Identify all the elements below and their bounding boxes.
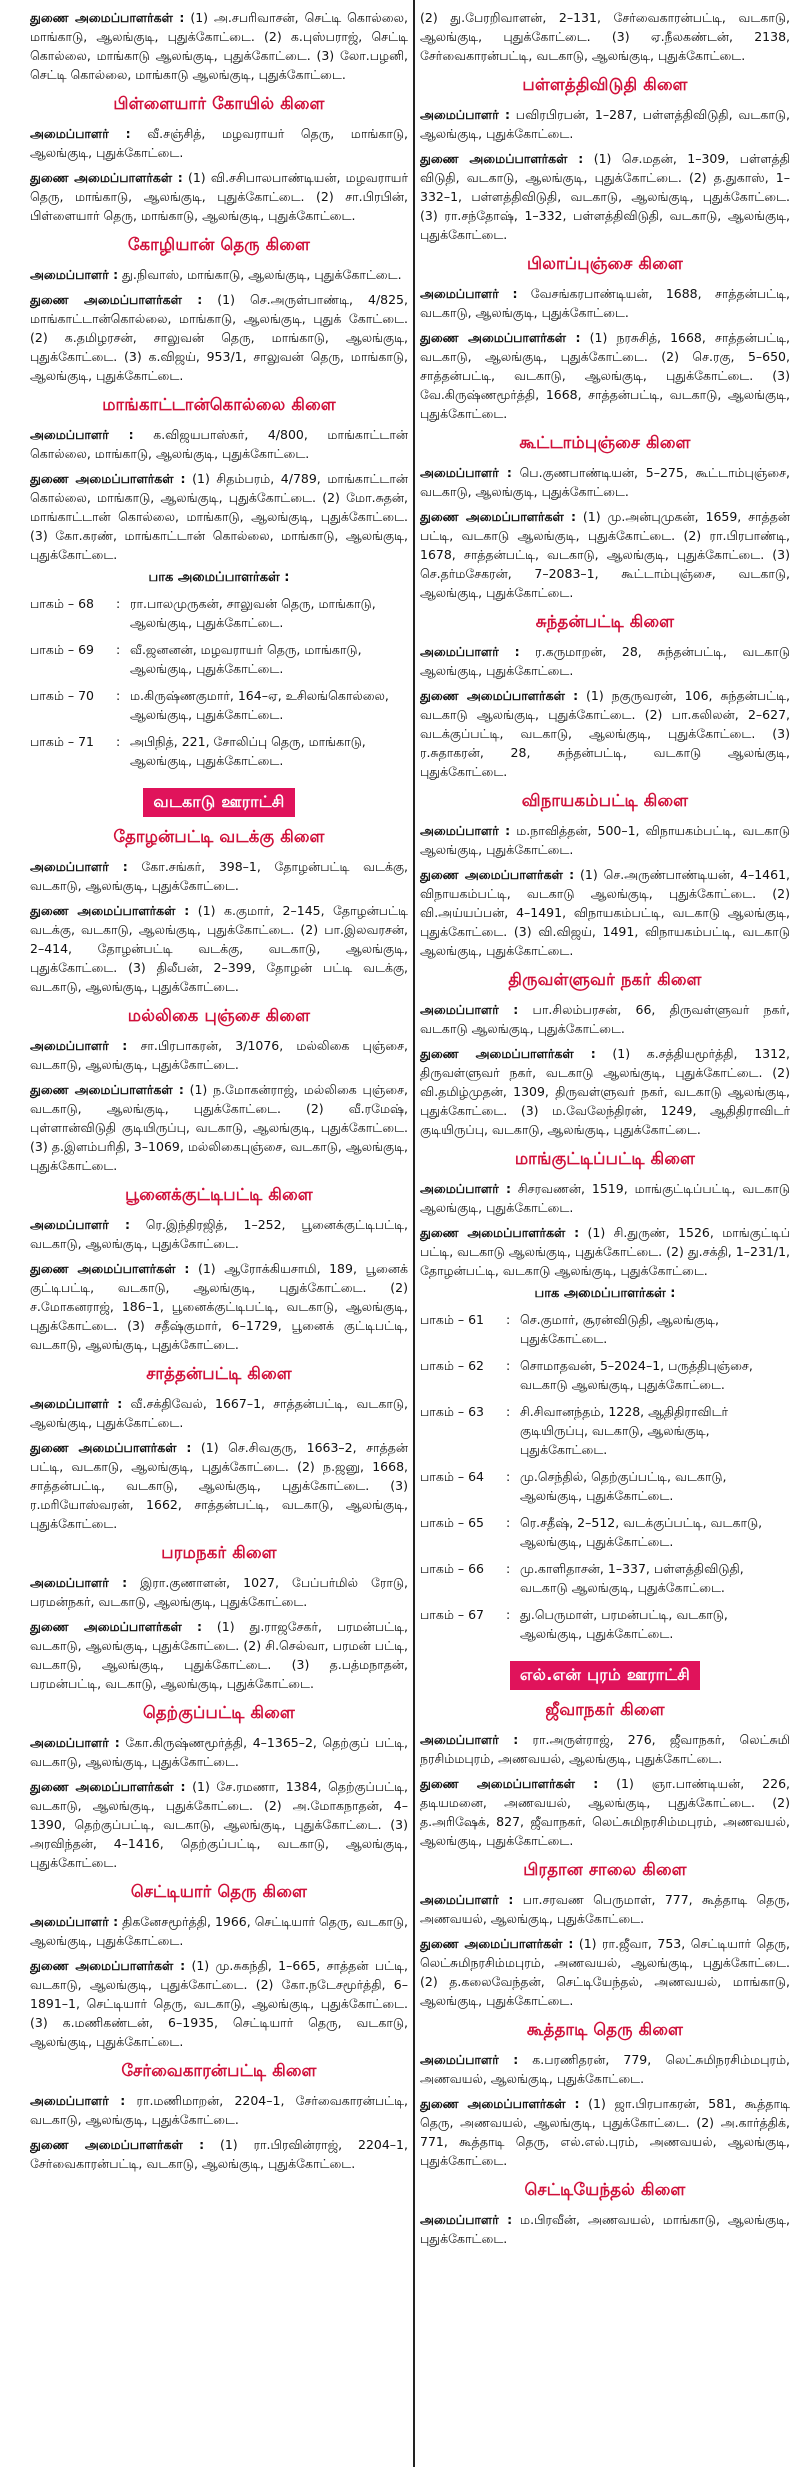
booth-row [420,1310,790,1348]
booth-number: பாகம் – 61 [420,1312,484,1327]
member-details: ரெ.இந்திரஜித், 1–252, பூனைக்குட்டிபட்டி, வடகாடு, ஆலங்குடி, புதுக்கோட்டை. [30,1217,408,1251]
role-label: அமைப்பாளர் : [30,1575,128,1590]
member-entry [420,1044,790,1139]
member-entry [30,1912,408,1950]
role-label: அமைப்பாளர் : [420,644,520,659]
booth-organizer: து.பெருமாள், பரமன்பட்டி, வடகாடு, ஆலங்குடி, புதுக்கோட்டை. [520,1607,728,1641]
member-details: சிசரவணன், 1519, மாங்குட்டிப்பட்டி, வடகாடு ஆலங்குடி, புதுக்கோட்டை. [420,1181,790,1215]
member-entry [420,821,790,859]
member-details: (1) ஆரோக்கியசாமி, 189, பூனைக் குட்டிபட்டி, வடகாடு, ஆலங்குடி, புதுக்கோட்டை. (2) ச.மோகனராஜ், 186–1, பூனைக்குட்டிபட்டி, வடகாடு, ஆலங்குடி, புதுக்கோட்டை. (3) சதீஷ்குமார், 6–1729, பூனைக் குட்டிபட்டி, வடகாடு, ஆலங்குடி, புதுக்கோட்டை. [30,1261,408,1352]
branch-title: கூத்தாடி தெரு கிளை [526,2020,684,2039]
member-details: வீ.சக்திவேல், 1667–1, சாத்தன்பட்டி, வடகாடு, ஆலங்குடி, புதுக்கோட்டை. [30,1396,408,1430]
role-label: அமைப்பாளர் : [420,107,510,122]
member-details: சா.பிரபாகரன், 3/1076, மல்லிகை புஞ்சை, வடகாடு, ஆலங்குடி, புதுக்கோட்டை. [30,1038,408,1072]
booth-organizer: ரா.பாலமுருகன், சாலுவன் தெரு, மாங்காடு, ஆலங்குடி, புதுக்கோட்டை. [130,596,376,630]
member-entry [420,1000,790,1038]
role-label: துணை அமைப்பாளர்கள் : [420,1776,599,1791]
booth-number: பாகம் – 65 [420,1515,484,1530]
member-entry [30,1617,408,1693]
branch-title: சேர்வைகாரன்பட்டி கிளை [121,2061,317,2080]
left-column [30,8,408,2459]
booth-row [420,1559,790,1597]
booth-number: பாகம் – 64 [420,1469,484,1484]
role-label: துணை அமைப்பாளர்கள் : [420,1046,596,1061]
member-details: கோ.கிருஷ்ணமூர்த்தி, 4–1365–2, தெற்குப் பட்டி, வடகாடு, ஆலங்குடி, புதுக்கோட்டை. [30,1735,408,1769]
booth-row [420,1356,790,1394]
member-entry [30,425,408,463]
member-entry [420,686,790,781]
member-entry [30,124,408,162]
member-details: கோ.சங்கர், 398–1, தோழன்பட்டி வடக்கு, வடகாடு, ஆலங்குடி, புதுக்கோட்டை. [30,859,408,893]
booth-row [420,1605,790,1643]
role-label: துணை அமைப்பாளர்கள் : [420,151,584,166]
role-label: அமைப்பாளர் : [30,1735,120,1750]
booth-separator: : [506,1515,511,1530]
role-label: துணை அமைப்பாளர்கள் : [420,688,579,703]
booth-separator: : [116,642,121,657]
branch-title: பிள்ளையார் கோயில் கிளை [113,94,325,113]
booth-list [30,594,408,770]
member-details: (1) ரா.ஜீவா, 753, செட்டியார் தெரு, லெட்சுமிநரசிம்மபுரம், அணவயல், ஆலங்குடி, புதுக்கோட்டை. (2) த.கலைவேந்தன், செட்டியேந்தல், அணவயல், மாங்காடு, ஆலங்குடி, புதுக்கோட்டை. [420,1936,790,2008]
booth-organizer: சொமாதவன், 5–2024–1, பருத்திபுஞ்சை, வடகாடு ஆலங்குடி, புதுக்கோட்டை. [520,1358,753,1392]
branch-title: மல்லிகை புஞ்சை கிளை [127,1006,311,1025]
role-label: துணை அமைப்பாளர்கள் : [30,1958,186,1973]
role-label: துணை அமைப்பாளர்கள் : [30,2137,205,2152]
role-label: அமைப்பாளர் : [30,126,131,141]
role-label: துணை அமைப்பாளர்கள் : [420,1225,580,1240]
role-label: அமைப்பாளர் : [420,1892,514,1907]
member-details: (1) செ.மதன், 1–309, பள்ளத்தி விடுதி, வடகாடு, ஆலங்குடி, புதுக்கோட்டை. (2) த.துகாஸ், 1–332–1, பள்ளத்திவிடுதி, வடகாடு, ஆலங்குடி, புதுக்கோட்டை. (3) ரா.சந்தோஷ், 1–332, பள்ளத்திவிடுதி, வடகாடு, ஆலங்குடி, புதுக்கோட்டை. [420,151,790,242]
booth-organizer: வீ.ஜனனன், மழவராயர் தெரு, மாங்காடு, ஆலங்குடி, புதுக்கோட்டை. [130,642,362,676]
booth-row [420,1467,790,1505]
member-details: (1) மு.அன்புமுகன், 1659, சாத்தன் பட்டி, வடகாடு ஆலங்குடி, புதுக்கோட்டை. (2) ரா.பிரபாண்டி, 1678, சாத்தன்பட்டி, வடகாடு, ஆலங்குடி, புதுக்கோட்டை. (3) செ.தர்மசேகரன், 7–2083–1, கூட்டாம்புஞ்சை, வடகாடு, ஆலங்குடி, புதுக்கோட்டை. [420,509,790,600]
booth-row [30,686,408,724]
member-entry [30,901,408,996]
role-label: துணை அமைப்பாளர்கள் : [420,330,581,345]
member-entry [420,2210,790,2248]
role-label: அமைப்பாளர் : [30,2093,126,2108]
role-label: துணை அமைப்பாளர்கள் : [30,10,185,25]
booth-separator: : [506,1469,511,1484]
member-entry [30,1259,408,1354]
member-entry [420,1934,790,2010]
booth-number: பாகம் – 69 [30,642,94,657]
branch-title: பிலாப்புஞ்சை கிளை [527,254,683,273]
role-label: அமைப்பாளர் : [420,286,518,301]
booth-row [30,594,408,632]
member-entry [420,1179,790,1217]
member-details: (1) சி.துருண், 1526, மாங்குட்டிப் பட்டி, வடகாடு ஆலங்குடி, புதுக்கோட்டை. (2) து.சக்தி, 1–231/1, தோழன்பட்டி, வடகாடு ஆலங்குடி, புதுக்கோட்டை. [420,1225,790,1278]
branch-title: கூட்டாம்புஞ்சை கிளை [519,433,691,452]
member-entry [30,1394,408,1432]
member-details: வேசங்கரபாண்டியன், 1688, சாத்தன்பட்டி, வடகாடு, ஆலங்குடி, புதுக்கோட்டை. [420,286,790,320]
booth-row [30,640,408,678]
panchayat-badge [420,1661,790,1690]
booth-number: பாகம் – 63 [420,1404,484,1419]
role-label: அமைப்பாளர் : [30,1396,123,1411]
branch-title: தோழன்பட்டி வடக்கு கிளை [113,827,325,846]
role-label: அமைப்பாளர் : [30,1038,128,1053]
member-details: (1) ஜா.பிரபாகரன், 581, கூத்தாடி தெரு, அணவயல், ஆலங்குடி, புதுக்கோட்டை. (2) அ.கார்த்திக், 771, கூத்தாடி தெரு, எல்.எல்.புரம், அணவயல், ஆலங்குடி, புதுக்கோட்டை. [420,2096,790,2168]
booth-number: பாகம் – 71 [30,734,94,749]
role-label: துணை அமைப்பாளர்கள் : [420,867,575,882]
role-label: அமைப்பாளர் : [420,1181,511,1196]
column-divider [413,0,415,2467]
role-label: அமைப்பாளர் : [420,2052,519,2067]
role-label: துணை அமைப்பாளர்கள் : [30,170,183,185]
panchayat-badge-label: எல்.என் புரம் ஊராட்சி [510,1661,700,1690]
branch-title: பிரதான சாலை கிளை [523,1860,687,1879]
branch-title: மாங்குட்டிப்பட்டி கிளை [514,1149,696,1168]
role-label: துணை அமைப்பாளர்கள் : [30,1619,203,1634]
role-label: துணை அமைப்பாளர்கள் : [30,1082,184,1097]
member-details: (1) க.குமார், 2–145, தோழன்பட்டி வடக்கு, வடகாடு, ஆலங்குடி, புதுக்கோட்டை. (2) பா.இலவரசன், 2–414, தோழன்பட்டி வடக்கு, வடகாடு, ஆலங்குடி, புதுக்கோட்டை. (3) திலீபன், 2–399, தோழன் பட்டி வடக்கு, வடகாடு, ஆலங்குடி, புதுக்கோட்டை. [30,903,408,994]
role-label: துணை அமைப்பாளர்கள் : [30,1779,186,1794]
role-label: துணை அமைப்பாளர்கள் : [420,1936,574,1951]
member-entry [30,1956,408,2051]
member-details: திகனேசமூர்த்தி, 1966, செட்டியார் தெரு, வடகாடு, ஆலங்குடி, புதுக்கோட்டை. [30,1914,408,1948]
member-details: (1) செ.அருண்பாண்டியன், 4–1461, விநாயகம்பட்டி, வடகாடு ஆலங்குடி, புதுக்கோட்டை. (2) வி.அய்யப்பன், 4–1491, விநாயகம்பட்டி, வடகாடு ஆலங்குடி, புதுக்கோட்டை. (3) வி.விஜய், 1491, விநாயகம்பட்டி, வடகாடு ஆலங்குடி, புதுக்கோட்டை. [420,867,790,958]
role-label: அமைப்பாளர் : [420,1732,519,1747]
member-details: (1) செ.சிவகுரு, 1663–2, சாத்தன் பட்டி, வடகாடு, ஆலங்குடி, புதுக்கோட்டை. (2) ந.ஜனு, 1668, சாத்தன்பட்டி, வடகாடு, ஆலங்குடி, புதுக்கோட்டை. (3) ர.மரியோஸ்வரன், 1662, சாத்தன்பட்டி, வடகாடு, ஆலங்குடி, புதுக்கோட்டை. [30,1440,408,1531]
booth-row [420,1402,790,1459]
booth-organizer: செ.குமார், சூரன்விடுதி, ஆலங்குடி, புதுக்கோட்டை. [520,1312,719,1346]
member-details: (1) சிதம்பரம், 4/789, மாங்காட்டான் கொல்லை, மாங்காடு, ஆலங்குடி, புதுக்கோட்டை. (2) மோ.சுதன், மாங்காட்டான் கொல்லை, மாங்காடு, ஆலங்குடி, புதுக்கோட்டை. (3) கோ.கரண், மாங்காட்டான் கொல்லை, மாங்காடு, ஆலங்குடி, புதுக்கோட்டை. [30,471,408,562]
booth-row [30,732,408,770]
member-entry [420,1730,790,1768]
member-details: க.பரணிதரன், 779, லெட்சுமிநரசிம்மபுரம், அணவயல், ஆலங்குடி, புதுக்கோட்டை. [420,2052,790,2086]
member-details: பா.சரவண பெருமாள், 777, கூத்தாடி தெரு, அணவயல், ஆலங்குடி, புதுக்கோட்டை. [420,1892,790,1926]
member-entry [30,290,408,385]
member-details: (1) வி.சசிபாலபாண்டியன், மழவராயர் தெரு, மாங்காடு, ஆலங்குடி, புதுக்கோட்டை. (2) சா.பிரபின், பிள்ளையார் தெரு, மாங்காடு, ஆலங்குடி, புதுக்கோட்டை. [30,170,408,223]
role-label: அமைப்பாளர் : [30,427,134,442]
panchayat-badge-label: வடகாடு ஊராட்சி [143,788,294,817]
branch-title: ஜீவாநகர் கிளை [545,1700,665,1719]
member-details: (1) க.சத்தியமூர்த்தி, 1312, திருவள்ளுவர் நகர், வடகாடு ஆலங்குடி, புதுக்கோட்டை. (2) வி.தமிழ்முதன், 1309, திருவள்ளுவர் நகர், வடகாடு ஆலங்குடி, புதுக்கோட்டை. (3) ம.வேலேந்திரன், 1249, ஆதிதிராவிடர் குடியிருப்பு, வடகாடு, ஆலங்குடி, புதுக்கோட்டை. [420,1046,790,1137]
booth-number: பாகம் – 70 [30,688,94,703]
member-details: ர.கருமாறன், 28, சுந்தன்பட்டி, வடகாடு ஆலங்குடி, புதுக்கோட்டை. [420,644,790,678]
member-details: (1) சே.ரமணா, 1384, தெற்குப்பட்டி, வடகாடு, ஆலங்குடி, புதுக்கோட்டை. (2) அ.மோகநாதன், 4–1390, தெற்குப்பட்டி, வடகாடு, ஆலங்குடி, புதுக்கோட்டை. (3) அரவிந்தன், 4–1416, தெற்குப்பட்டி, வடகாடு, ஆலங்குடி, புதுக்கோட்டை. [30,1779,408,1870]
member-details: ம.பிரவீன், அணவயல், மாங்காடு, ஆலங்குடி, புதுக்கோட்டை. [420,2212,790,2246]
booth-organizer: ரெ.சதீஷ், 2–512, வடக்குப்பட்டி, வடகாடு, ஆலங்குடி, புதுக்கோட்டை. [520,1515,763,1549]
member-details: ரா.அருள்ராஜ், 276, ஜீவாநகர், லெட்சுமி நரசிம்மபுரம், அணவயல், ஆலங்குடி, புதுக்கோட்டை. [420,1732,790,1766]
member-details: (2) து.பேரறிவாளன், 2–131, சேர்வைகாரன்பட்டி, வடகாடு, ஆலங்குடி, புதுக்கோட்டை. (3) ஏ.நீலகண்டன், 2138, சேர்வைகாரன்பட்டி, வடகாடு, ஆலங்குடி, புதுக்கோட்டை. [420,10,790,63]
booth-organizer: மு.செந்தில், தெற்குப்பட்டி, வடகாடு, ஆலங்குடி, புதுக்கோட்டை. [520,1469,727,1503]
member-entry [420,8,790,65]
role-label: அமைப்பாளர் : [30,1217,130,1232]
booth-separator: : [506,1312,511,1327]
member-entry [30,1733,408,1771]
member-entry [420,284,790,322]
member-entry [30,8,408,84]
booth-separator: : [116,596,121,611]
role-label: துணை அமைப்பாளர்கள் : [420,509,577,524]
booth-separator: : [116,734,121,749]
member-entry [30,1438,408,1533]
branch-title: விநாயகம்பட்டி கிளை [521,791,689,810]
member-entry [30,1573,408,1611]
member-entry [30,168,408,225]
booth-organizer: அபிநித், 221, சோலிப்பு தெரு, மாங்காடு, ஆலங்குடி, புதுக்கோட்டை. [130,734,366,768]
role-label: அமைப்பாளர் : [30,859,128,874]
role-label: அமைப்பாளர் : [420,823,511,838]
role-label: துணை அமைப்பாளர்கள் : [30,903,190,918]
role-label: அமைப்பாளர் : [30,1914,119,1929]
booth-separator: : [506,1607,511,1622]
member-details: ரா.மணிமாறன், 2204–1, சேர்வைகாரன்பட்டி, வடகாடு, ஆலங்குடி, புதுக்கோட்டை. [30,2093,408,2127]
booth-number: பாகம் – 68 [30,596,94,611]
member-entry [30,1036,408,1074]
member-details: (1) நரசுசித், 1668, சாத்தன்பட்டி, வடகாடு, ஆலங்குடி, புதுக்கோட்டை. (2) செ.ரகு, 5–650, சாத்தன்பட்டி, வடகாடு, ஆலங்குடி, புதுக்கோட்டை. (3) வே.கிருஷ்ணமூர்த்தி, 1668, சாத்தன்பட்டி, வடகாடு, ஆலங்குடி, புதுக்கோட்டை. [420,330,790,421]
role-label: அமைப்பாளர் : [420,2212,513,2227]
branch-title: சாத்தன்பட்டி கிளை [146,1364,292,1383]
booth-separator: : [116,688,121,703]
member-entry [30,265,408,284]
member-entry [420,507,790,602]
branch-title: பூனைக்குட்டிபட்டி கிளை [125,1185,313,1204]
booth-row [420,1513,790,1551]
role-label: துணை அமைப்பாளர்கள் : [30,1261,190,1276]
member-details: (1) ரா.பிரவின்ராஜ், 2204–1, சேர்வைகாரன்பட்டி, வடகாடு, ஆலங்குடி, புதுக்கோட்டை. [30,2137,408,2171]
booth-separator: : [506,1561,511,1576]
booth-organizer: ம.கிருஷ்ணகுமார், 164–ஏ, உசிலங்கொல்லை, ஆலங்குடி, புதுக்கோட்டை. [130,688,389,722]
member-entry [420,1223,790,1280]
member-details: பெ.குணபாண்டியன், 5–275, கூட்டாம்புஞ்சை, வடகாடு, ஆலங்குடி, புதுக்கோட்டை. [420,465,790,499]
member-entry [30,2091,408,2129]
branch-title: மாங்காட்டான்கொல்லை கிளை [102,395,336,414]
booth-organizer: சி.சிவானந்தம், 1228, ஆதிதிராவிடர் குடியிருப்பு, வடகாடு, ஆலங்குடி, புதுக்கோட்டை. [520,1404,729,1457]
role-label: அமைப்பாளர் : [420,1002,519,1017]
branch-title: செட்டியேந்தல் கிளை [524,2180,686,2199]
branch-title: பரமநகர் கிளை [161,1543,277,1562]
member-details: (1) ந.மோகன்ராஜ், மல்லிகை புஞ்சை, வடகாடு, ஆலங்குடி, புதுக்கோட்டை. (2) வீ.ரமேஷ், புள்ளான்விடுதி குடியிருப்பு, வடகாடு, ஆலங்குடி, புதுக்கோட்டை. (3) த.இளம்பரிதி, 3–1069, மல்லிகைபுஞ்சை, வடகாடு, ஆலங்குடி, புதுக்கோட்டை. [30,1082,408,1173]
member-details: (1) அ.சபரிவாசன், செட்டி கொல்லை, மாங்காடு, ஆலங்குடி, புதுக்கோட்டை. (2) க.புஸ்பராஜ், செட்டி கொல்லை, மாங்காடு ஆலங்குடி, புதுக்கோட்டை. (3) லோ.பழனி, செட்டி கொல்லை, மாங்காடு ஆலங்குடி, புதுக்கோட்டை. [30,10,408,82]
member-entry [30,2135,408,2173]
member-details: க.விஜயபாஸ்கர், 4/800, மாங்காட்டான் கொல்லை, மாங்காடு, ஆலங்குடி, புதுக்கோட்டை. [30,427,408,461]
member-entry [30,1777,408,1872]
member-entry [420,1890,790,1928]
section-subheading: பாக அமைப்பாளர்கள் : [534,1286,676,1301]
right-column [420,8,790,2459]
member-entry [30,857,408,895]
role-label: துணை அமைப்பாளர்கள் : [30,292,203,307]
member-details: பவிரபிரபன், 1–287, பள்ளத்திவிடுதி, வடகாடு, ஆலங்குடி, புதுக்கோட்டை. [420,107,790,141]
member-details: வீ.சஞ்சித், மழவராயர் தெரு, மாங்காடு, ஆலங்குடி, புதுக்கோட்டை. [30,126,408,160]
member-details: (1) ஞா.பாண்டியன், 226, தடியமனை, அணவயல், ஆலங்குடி, புதுக்கோட்டை. (2) த.அரிஷேக், 827, ஜீவாநகர், லெட்சுமிநரசிம்மபுரம், அணவயல், ஆலங்குடி, புதுக்கோட்டை. [420,1776,790,1848]
booth-separator: : [506,1358,511,1373]
member-details: (1) து.ராஜசேகர், பரமன்பட்டி, வடகாடு, ஆலங்குடி, புதுக்கோட்டை. (2) சி.செல்வா, பரமன் பட்டி, வடகாடு, ஆலங்குடி, புதுக்கோட்டை. (3) த.பத்மநாதன், பரமன்பட்டி, வடகாடு, ஆலங்குடி, புதுக்கோட்டை. [30,1619,408,1691]
branch-title: தெற்குப்பட்டி கிளை [143,1703,295,1722]
member-details: (1) செ.அருள்பாண்டி, 4/825, மாங்காட்டான்கொல்லை, மாங்காடு, ஆலங்குடி, புதுக் கோட்டை. (2) க.தமிழரசன், சாலுவன் தெரு, மாங்காடு, ஆலங்குடி, புதுக்கோட்டை. (3) க.விஜய், 953/1, சாலுவன் தெரு, மாங்காடு, ஆலங்குடி, புதுக்கோட்டை. [30,292,408,383]
booth-number: பாகம் – 66 [420,1561,484,1576]
member-details: இரா.குணாளன், 1027, பேப்பர்மில் ரோடு, பரமன்நகர், வடகாடு, ஆலங்குடி, புதுக்கோட்டை. [30,1575,408,1609]
role-label: அமைப்பாளர் : [420,465,512,480]
booth-list [420,1310,790,1643]
booth-number: பாகம் – 67 [420,1607,484,1622]
member-entry [420,865,790,960]
branch-title: சுந்தன்பட்டி கிளை [535,612,675,631]
member-entry [30,469,408,564]
member-entry [420,463,790,501]
member-entry [30,1215,408,1253]
panchayat-badge [30,788,408,817]
member-entry [420,1774,790,1850]
branch-title: கோழியான் தெரு கிளை [127,235,311,254]
branch-title: திருவள்ளுவர் நகர் கிளை [508,970,702,989]
member-details: (1) நகுருவரன், 106, சுந்தன்பட்டி, வடகாடு ஆலங்குடி, புதுக்கோட்டை. (2) பா.கலிலன், 2–627, வடக்குப்பட்டி, வடகாடு, ஆலங்குடி, புதுக்கோட்டை. (3) ர.சுதாகரன், 28, சுந்தன்பட்டி, வடகாடு ஆலங்குடி, புதுக்கோட்டை. [420,688,790,779]
member-entry [420,2050,790,2088]
booth-separator: : [506,1404,511,1419]
member-entry [420,149,790,244]
section-subheading: பாக அமைப்பாளர்கள் : [148,570,290,585]
role-label: துணை அமைப்பாளர்கள் : [30,1440,192,1455]
member-entry [30,1080,408,1175]
booth-number: பாகம் – 62 [420,1358,484,1373]
member-details: ம.நாவித்தன், 500–1, விநாயகம்பட்டி, வடகாடு ஆலங்குடி, புதுக்கோட்டை. [420,823,790,857]
member-details: பா.சிலம்பரசன், 66, திருவள்ளுவர் நகர், வடகாடு ஆலங்குடி, புதுக்கோட்டை. [420,1002,790,1036]
branch-title: செட்டியார் தெரு கிளை [130,1882,308,1901]
booth-organizer: மு.காளிதாசன், 1–337, பள்ளத்திவிடுதி, வடகாடு ஆலங்குடி, புதுக்கோட்டை. [520,1561,744,1595]
member-entry [420,328,790,423]
member-entry [420,2094,790,2170]
member-details: து.நிவாஸ், மாங்காடு, ஆலங்குடி, புதுக்கோட்டை. [118,267,402,282]
branch-title: பள்ளத்திவிடுதி கிளை [522,75,688,94]
member-entry [420,105,790,143]
member-details: (1) மு.சுகந்தி, 1–665, சாத்தன் பட்டி, வடகாடு, ஆலங்குடி, புதுக்கோட்டை. (2) கோ.நடேசமூர்த்தி, 6–1891–1, செட்டியார் தெரு, வடகாடு, ஆலங்குடி, புதுக்கோட்டை. (3) க.மணிகண்டன், 6–1935, செட்டியார் தெரு, வடகாடு, ஆலங்குடி, புதுக்கோட்டை. [30,1958,408,2049]
role-label: அமைப்பாளர் : [30,267,119,282]
role-label: துணை அமைப்பாளர்கள் : [30,471,186,486]
role-label: துணை அமைப்பாளர்கள் : [420,2096,580,2111]
member-entry [420,642,790,680]
